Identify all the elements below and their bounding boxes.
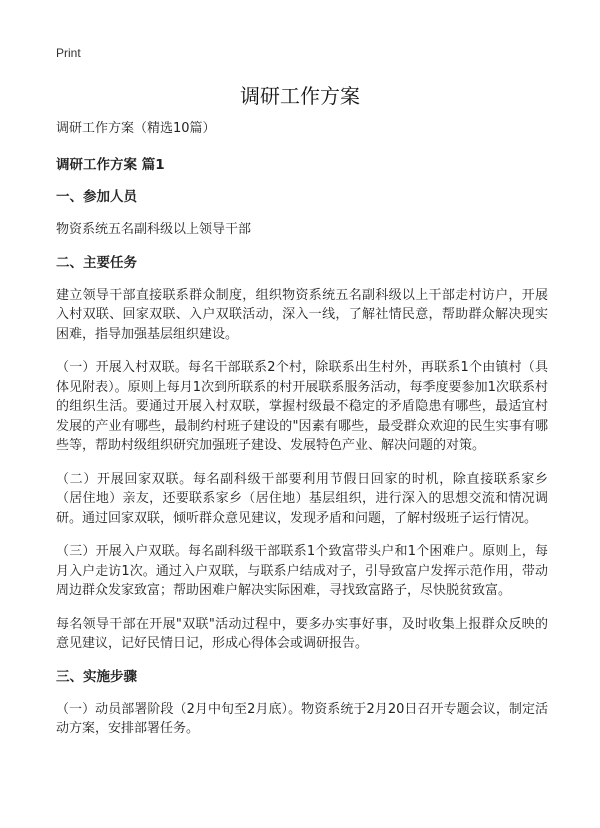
section-paragraph: （一）开展入村双联。每名干部联系2个村，除联系出生村外，再联系1个由镇村（具体见附表）。原则上每月1次到所联系的村开展联系服务活动，每季度要参加1次联系村的组织生活。要通过开展入村双联，掌握村级最不稳定的矛盾隐患有哪些，最适宜村发展的产业有哪些，最制约村班子建设的"因素有哪些，最受群众欢迎的民生实事有哪些等，帮助村级组织研究加强班子建设、发展特色产业、解决问题的对策。 xyxy=(56,360,548,453)
document-body xyxy=(56,120,548,753)
article-heading: 调研工作方案 篇1 xyxy=(56,157,165,173)
section-paragraph: 物资系统五名副科级以上领导干部 xyxy=(56,222,252,237)
document-subtitle: 调研工作方案（精选10篇） xyxy=(56,121,216,136)
section-heading: 一、参加人员 xyxy=(56,189,137,205)
section-paragraph: （二）开展回家双联。每名副科级干部要利用节假日回家的时机，除直接联系家乡（居住地）亲友，还要联系家乡（居住地）基层组织，进行深入的思想交流和情况调研。通过回家双联，倾听群众意见建议，发现矛盾和问题，了解村级班子运行情况。 xyxy=(56,471,548,526)
section-paragraph: 每名领导干部在开展"双联"活动过程中，要多办实事好事，及时收集上报群众反映的意见建议，记好民情日记，形成心得体会或调研报告。 xyxy=(56,616,548,651)
page-title: 调研工作方案 xyxy=(240,84,360,108)
section-paragraph: 建立领导干部直接联系群众制度，组织物资系统五名副科级以上干部走村访户，开展入村双联、回家双联、入户双联活动，深入一线，了解社情民意，帮助群众解决现实困难，指导加强基层组织建设。 xyxy=(56,287,548,342)
section-paragraph: （一）动员部署阶段（2月中旬至2月底）。物资系统于2月20日召开专题会议，制定活动方案，安排部署任务。 xyxy=(56,701,548,736)
print-link[interactable]: Print xyxy=(56,46,81,60)
section-heading: 三、实施步骤 xyxy=(56,668,137,685)
section-paragraph: （三）开展入户双联。每名副科级干部联系1个致富带头户和1个困难户。原则上，每月入户走访1次。通过入户双联，与联系户结成对子，引导致富户发挥示范作用，带动周边群众发家致富；帮助困难户解决实际困难，寻找致富路子，尽快脱贫致富。 xyxy=(56,544,548,598)
section-heading: 二、主要任务 xyxy=(56,254,137,271)
